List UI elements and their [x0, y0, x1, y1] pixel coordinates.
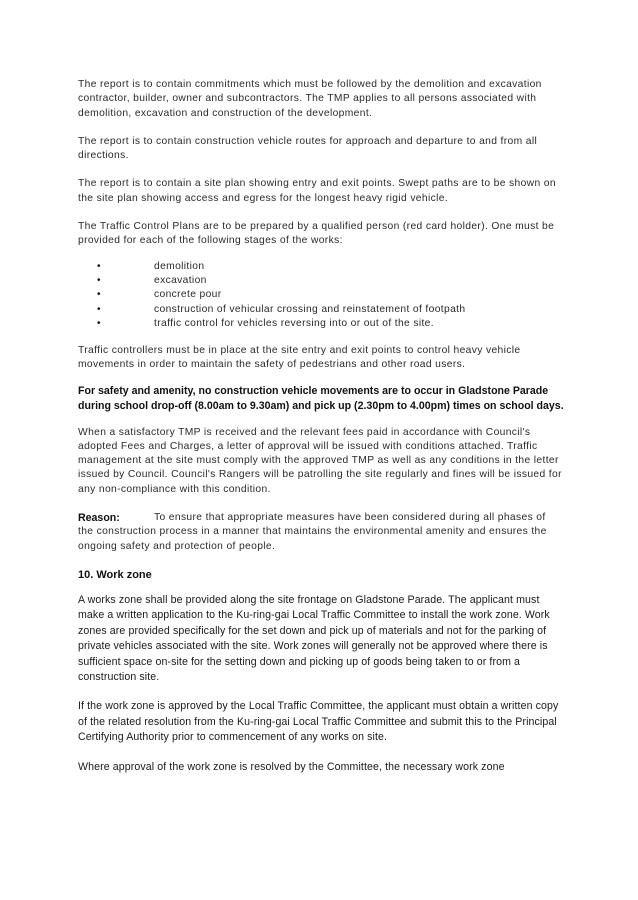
- list-item: • excavation: [78, 274, 564, 288]
- bullet-icon: •: [97, 260, 101, 272]
- site-plan-paragraph: The report is to contain a site plan showing entry and exit points. Swept paths are to be shown on the site plan showing access and egress for the longest heavy rigid vehicle.: [78, 178, 556, 204]
- committee-approval-paragraph: If the work zone is approved by the Local Traffic Committee, the applicant must obtain a written copy of the related resolution from the Ku-ring-gai Local Traffic Committee and submit this to the Principal Certifying Authority prior to commencement of any works on site.: [78, 700, 559, 744]
- section-heading: 10. Work zone: [78, 568, 152, 581]
- bullet-icon: •: [97, 317, 101, 329]
- works-stages-list: [78, 260, 564, 331]
- bullet-icon: •: [97, 274, 101, 286]
- vehicle-routes-paragraph: The report is to contain construction vehicle routes for approach and departure to and from all directions.: [78, 135, 538, 162]
- bullet-icon: •: [97, 289, 101, 301]
- work-zone-resolution-paragraph: Where approval of the work zone is resolved by the Committee, the necessary work zone: [78, 760, 505, 773]
- tmp-commitments-paragraph: The report is to contain commitments which must be followed by the demolition and excavation contractor, builder, owner and subcontractors. The TMP applies to all persons associated with demolition, excavation and construction of the development.: [78, 79, 542, 119]
- approval-letter-paragraph: When a satisfactory TMP is received and the relevant fees paid in accordance with Council's adopted Fees and Charges, a letter of approval will be issued with conditions attached. Traffic management at the site must comply with the approved TMP as well as any conditions in the letter issued by Council. Council's Rangers will be patrolling the site regularly and fines will be issued for any non-compliance with this condition.: [78, 426, 562, 495]
- work-zone-paragraph: A works zone shall be provided along the site frontage on Gladstone Parade. The applicant must make a written application to the Ku-ring-gai Local Traffic Committee to install the work zone. Work zones are provided specifically for the set down and pick up of materials and not for the parking of private vehicles associated with the site. Work zones will generally not be approved where there is sufficient space on-site for the setting down and picking up of goods being taken to or from a construction site.: [78, 593, 550, 683]
- bullet-icon: •: [97, 303, 101, 315]
- list-item: • demolition: [78, 260, 564, 274]
- list-item: • traffic control for vehicles reversing into or out of the site.: [78, 317, 564, 331]
- document-page: [78, 78, 564, 775]
- reason-label: Reason:: [78, 512, 120, 525]
- traffic-control-plans-paragraph: The Traffic Control Plans are to be prepared by a qualified person (red card holder). One must be provided for each of the following stages of the works:: [78, 221, 555, 247]
- reason-block: [78, 511, 564, 554]
- traffic-controllers-paragraph: Traffic controllers must be in place at the site entry and exit points to control heavy vehicle movements in order to maintain the safety of pedestrians and other road users.: [78, 345, 521, 371]
- reason-text: To ensure that appropriate measures have been considered during all phases of the construction process in a manner that maintains the environmental amenity and ensures the ongoing safety and protection of people.: [78, 512, 547, 552]
- list-item: • concrete pour: [78, 288, 564, 302]
- school-times-notice: For safety and amenity, no construction vehicle movements are to occur in Gladstone Parade during school drop-off (8.00am to 9.30am) and pick up (2.30pm to 4.00pm) times on school days.: [78, 384, 564, 413]
- list-item: • construction of vehicular crossing and reinstatement of footpath: [78, 303, 564, 317]
